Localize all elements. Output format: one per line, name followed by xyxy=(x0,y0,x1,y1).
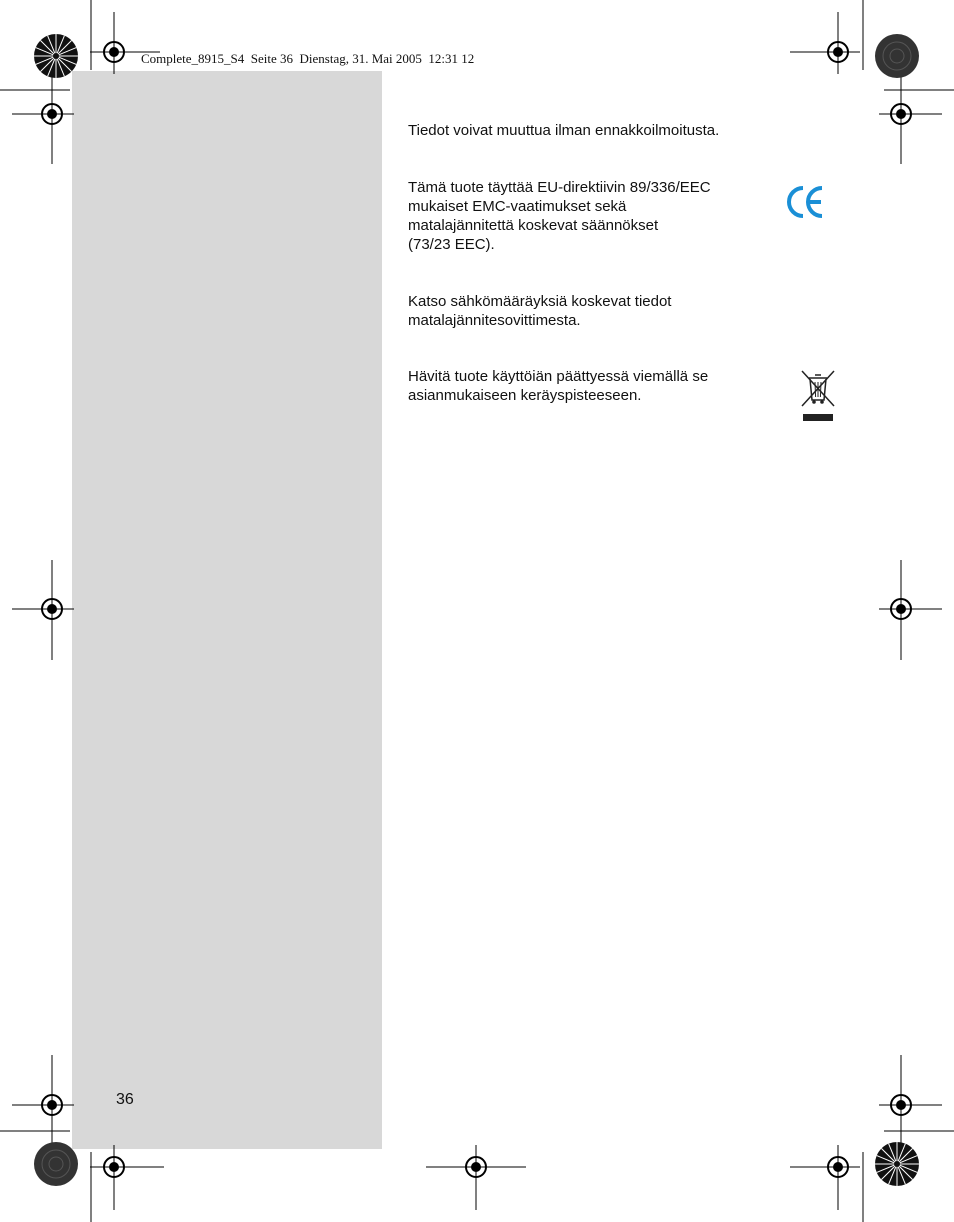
registration-mark-icon xyxy=(816,1145,860,1189)
registration-mark-icon xyxy=(879,1083,923,1127)
text-line: Tämä tuote täyttää EU-direktiivin 89/336/EEC xyxy=(408,179,711,196)
text-line: matalajännitettä koskevat säännökset xyxy=(408,217,659,234)
registration-mark-icon xyxy=(816,30,860,74)
text-line: Hävitä tuote käyttöiän päättyessä viemällä se xyxy=(408,368,709,385)
registration-mark-icon xyxy=(30,92,74,136)
text-line: (73/23 EEC). xyxy=(408,236,495,253)
registration-mark-icon xyxy=(879,92,923,136)
registration-mark-icon xyxy=(92,1145,136,1189)
text-line: asianmukaiseen keräyspisteeseen. xyxy=(408,387,642,404)
print-slug: Complete_8915_S4 Seite 36 Dienstag, 31. Mai 2005 12:31 12 xyxy=(141,51,475,66)
registration-mark-icon xyxy=(30,1083,74,1127)
text-line: mukaiset EMC-vaatimukset sekä xyxy=(408,198,627,215)
registration-mark-icon xyxy=(30,587,74,631)
registration-mark-icon xyxy=(454,1145,498,1189)
registration-mark-icon xyxy=(879,587,923,631)
starburst-target-icon xyxy=(34,34,78,78)
starburst-target-icon xyxy=(875,34,919,78)
page-number: 36 xyxy=(116,1091,134,1108)
text-line: Tiedot voivat muuttua ilman ennakkoilmoitusta. xyxy=(408,122,720,139)
starburst-target-icon xyxy=(875,1142,919,1186)
registration-mark-icon xyxy=(92,30,136,74)
text-line: matalajännitesovittimesta. xyxy=(408,312,581,329)
text-line: Katso sähkömääräyksiä koskevat tiedot xyxy=(408,293,672,310)
starburst-target-icon xyxy=(34,1142,78,1186)
